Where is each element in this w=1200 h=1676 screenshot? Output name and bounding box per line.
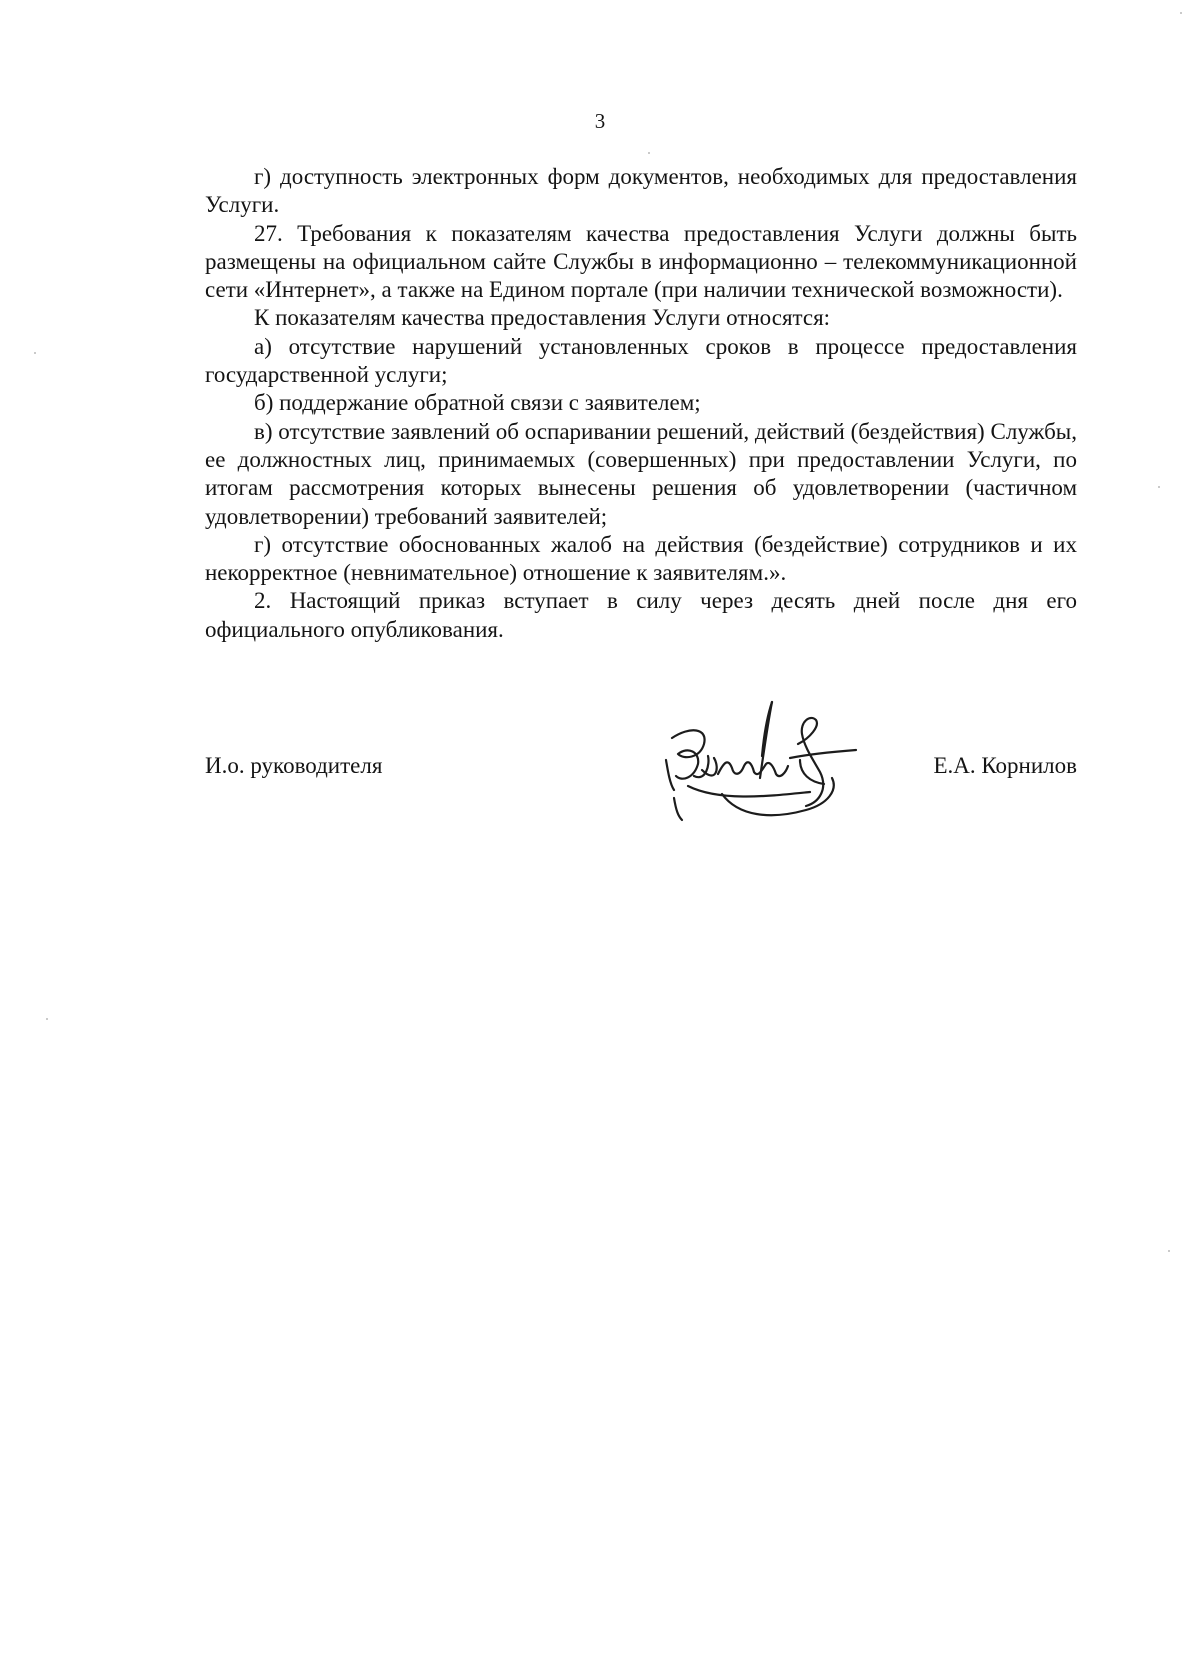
signatory-position: И.о. руководителя [205, 753, 383, 778]
paragraph-item-a-no-violations: а) отсутствие нарушений установленных сроков в процессе предоставления государственной услуги; [205, 333, 1077, 388]
paragraph-item-g-electronic-forms: г) доступность электронных форм документов, необходимых для предоставления Услуги. [205, 164, 1077, 218]
scan-speck [1168, 1250, 1170, 1252]
paragraph-27-quality-requirements: 27. Требования к показателям качества предоставления Услуги должны быть размещены на официальном сайте Службы в информационно – телекоммуникационной сети «Интернет», а также на Едином портале (при наличии технической возможности). [205, 220, 1077, 303]
page-number: 3 [594, 109, 606, 133]
paragraph-item-v-no-disputes: в) отсутствие заявлений об оспаривании решений, действий (бездействия) Службы, ее должностных лиц, принимаемых (совершенных) при предоставлении Услуги, по итогам рассмотрения которых вынесены решения об удовлетворении (частичном удовлетворении) требований заявителей; [205, 418, 1077, 529]
paragraph-item-b-feedback: б) поддержание обратной связи с заявителем; [254, 390, 701, 416]
paragraph-quality-indicators-intro: К показателям качества предоставления Услуги относятся: [254, 305, 831, 331]
scan-speck [34, 352, 36, 354]
handwritten-signature [660, 698, 890, 848]
scan-speck [1158, 486, 1160, 488]
scan-speck [1180, 12, 1182, 14]
signatory-name: Е.А. Корнилов [933, 753, 1077, 778]
signature-block [205, 752, 1077, 792]
scan-speck [648, 152, 650, 154]
paragraph-item-g-no-complaints: г) отсутствие обоснованных жалоб на действия (бездействие) сотрудников и их некорректное (невнимательное) отношение к заявителям.». [205, 531, 1077, 586]
scan-speck [46, 1018, 48, 1020]
paragraph-2-entry-into-force: 2. Настоящий приказ вступает в силу через десять дней после дня его официального опубликования. [205, 588, 1077, 642]
document-body [205, 163, 1077, 644]
